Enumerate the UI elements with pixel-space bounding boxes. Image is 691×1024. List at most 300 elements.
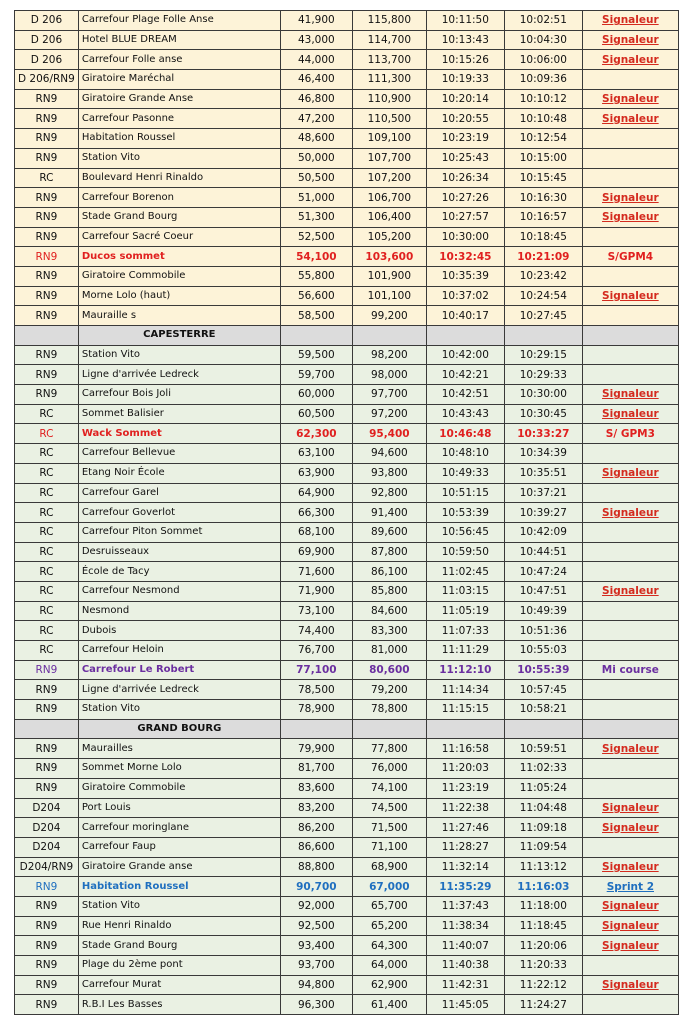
km-cell: 78,500 — [280, 680, 352, 700]
road-cell: RC — [15, 463, 79, 483]
location-cell: Mauraille s — [78, 306, 280, 326]
table-row — [15, 818, 679, 838]
km-cell: 56,600 — [280, 286, 352, 306]
km-cell: 43,000 — [280, 30, 352, 50]
time-fast-cell: 10:06:00 — [504, 50, 582, 70]
note-cell — [582, 896, 678, 916]
road-cell: D 206 — [15, 30, 79, 50]
road-cell: RC — [15, 601, 79, 621]
section-header-row — [15, 326, 679, 346]
km-cell: 50,000 — [280, 148, 352, 168]
time-fast-cell: 10:55:03 — [504, 641, 582, 661]
location-cell: Station Vito — [78, 700, 280, 720]
km-cell: 63,900 — [280, 463, 352, 483]
note-cell — [582, 306, 678, 326]
km-cell: 60,500 — [280, 404, 352, 424]
table-row — [15, 601, 679, 621]
note-cell — [582, 916, 678, 936]
note-label: Signaleur — [602, 34, 659, 47]
time-fast-cell: 10:16:30 — [504, 188, 582, 208]
note-label: Signaleur — [602, 742, 659, 755]
time-slow-cell: 10:51:15 — [426, 483, 504, 503]
note-cell — [582, 247, 678, 267]
note-cell — [582, 424, 678, 444]
time-fast-cell: 10:42:09 — [504, 522, 582, 542]
note-cell — [582, 50, 678, 70]
location-cell: Boulevard Henri Rinaldo — [78, 168, 280, 188]
road-cell: RN9 — [15, 778, 79, 798]
note-label: Signaleur — [602, 191, 659, 204]
note-cell — [582, 483, 678, 503]
remaining-km-cell: 80,600 — [352, 660, 426, 680]
road-cell: RC — [15, 503, 79, 523]
time-fast-cell: 10:16:57 — [504, 207, 582, 227]
note-cell — [582, 444, 678, 464]
km-cell: 92,000 — [280, 896, 352, 916]
location-cell: Stade Grand Bourg — [78, 207, 280, 227]
remaining-km-cell: 86,100 — [352, 562, 426, 582]
road-cell: RN9 — [15, 129, 79, 149]
time-slow-cell: 10:46:48 — [426, 424, 504, 444]
time-slow-cell: 11:45:05 — [426, 995, 504, 1015]
remaining-km-cell: 64,300 — [352, 936, 426, 956]
note-label: Signaleur — [602, 860, 659, 873]
road-cell: RC — [15, 641, 79, 661]
km-cell: 86,200 — [280, 818, 352, 838]
remaining-km-cell: 101,900 — [352, 266, 426, 286]
time-fast-cell: 10:15:00 — [504, 148, 582, 168]
table-row — [15, 385, 679, 405]
time-fast-cell: 11:05:24 — [504, 778, 582, 798]
note-cell — [582, 778, 678, 798]
time-fast-cell: 11:18:00 — [504, 896, 582, 916]
table-row — [15, 444, 679, 464]
road-cell: RN9 — [15, 916, 79, 936]
time-slow-cell: 10:35:39 — [426, 266, 504, 286]
road-cell: RN9 — [15, 995, 79, 1015]
location-cell: Dubois — [78, 621, 280, 641]
section-empty-cell — [15, 719, 79, 739]
road-cell: D 206/RN9 — [15, 70, 79, 90]
time-fast-cell: 11:20:06 — [504, 936, 582, 956]
km-cell: 93,400 — [280, 936, 352, 956]
road-cell: RN9 — [15, 109, 79, 129]
time-slow-cell: 11:32:14 — [426, 857, 504, 877]
km-cell: 83,600 — [280, 778, 352, 798]
time-slow-cell: 11:03:15 — [426, 581, 504, 601]
note-label: Signaleur — [602, 801, 659, 814]
table-row — [15, 207, 679, 227]
remaining-km-cell: 61,400 — [352, 995, 426, 1015]
time-fast-cell: 11:24:27 — [504, 995, 582, 1015]
remaining-km-cell: 101,100 — [352, 286, 426, 306]
road-cell: D204/RN9 — [15, 857, 79, 877]
note-cell — [582, 503, 678, 523]
time-fast-cell: 10:35:51 — [504, 463, 582, 483]
section-empty-cell — [426, 719, 504, 739]
km-cell: 92,500 — [280, 916, 352, 936]
remaining-km-cell: 98,000 — [352, 365, 426, 385]
time-fast-cell: 11:20:33 — [504, 956, 582, 976]
road-cell: RC — [15, 562, 79, 582]
location-cell: Nesmond — [78, 601, 280, 621]
table-row — [15, 503, 679, 523]
note-label: Signaleur — [602, 408, 659, 421]
location-cell: Wack Sommet — [78, 424, 280, 444]
note-cell — [582, 877, 678, 897]
location-cell: Carrefour Bellevue — [78, 444, 280, 464]
time-slow-cell: 11:38:34 — [426, 916, 504, 936]
time-slow-cell: 11:14:34 — [426, 680, 504, 700]
location-cell: Carrefour Murat — [78, 975, 280, 995]
table-row — [15, 975, 679, 995]
table-row — [15, 581, 679, 601]
road-cell: D204 — [15, 818, 79, 838]
road-cell: RC — [15, 483, 79, 503]
remaining-km-cell: 62,900 — [352, 975, 426, 995]
road-cell: RC — [15, 542, 79, 562]
time-slow-cell: 11:23:19 — [426, 778, 504, 798]
km-cell: 77,100 — [280, 660, 352, 680]
note-label: Mi course — [601, 664, 659, 677]
road-cell: RN9 — [15, 306, 79, 326]
location-cell: Morne Lolo (haut) — [78, 286, 280, 306]
time-fast-cell: 11:22:12 — [504, 975, 582, 995]
remaining-km-cell: 64,000 — [352, 956, 426, 976]
remaining-km-cell: 79,200 — [352, 680, 426, 700]
time-slow-cell: 11:16:58 — [426, 739, 504, 759]
time-slow-cell: 10:15:26 — [426, 50, 504, 70]
table-row — [15, 936, 679, 956]
table-row — [15, 483, 679, 503]
time-slow-cell: 11:07:33 — [426, 621, 504, 641]
road-cell: RN9 — [15, 286, 79, 306]
time-slow-cell: 10:53:39 — [426, 503, 504, 523]
km-cell: 76,700 — [280, 641, 352, 661]
remaining-km-cell: 74,100 — [352, 778, 426, 798]
time-slow-cell: 10:30:00 — [426, 227, 504, 247]
time-fast-cell: 11:16:03 — [504, 877, 582, 897]
time-fast-cell: 10:47:24 — [504, 562, 582, 582]
time-fast-cell: 10:44:51 — [504, 542, 582, 562]
table-row — [15, 306, 679, 326]
road-cell: RN9 — [15, 385, 79, 405]
note-cell — [582, 857, 678, 877]
time-fast-cell: 10:37:21 — [504, 483, 582, 503]
location-cell: Ligne d'arrivée Ledreck — [78, 680, 280, 700]
road-cell: RN9 — [15, 739, 79, 759]
table-row — [15, 70, 679, 90]
table-row — [15, 227, 679, 247]
km-cell: 86,600 — [280, 837, 352, 857]
section-empty-cell — [504, 719, 582, 739]
table-row — [15, 404, 679, 424]
road-cell: RN9 — [15, 345, 79, 365]
road-cell: RN9 — [15, 247, 79, 267]
remaining-km-cell: 71,100 — [352, 837, 426, 857]
location-cell: Station Vito — [78, 148, 280, 168]
km-cell: 60,000 — [280, 385, 352, 405]
time-fast-cell: 10:23:42 — [504, 266, 582, 286]
note-cell — [582, 207, 678, 227]
note-cell — [582, 30, 678, 50]
road-cell: RN9 — [15, 936, 79, 956]
road-cell: RN9 — [15, 877, 79, 897]
km-cell: 55,800 — [280, 266, 352, 286]
note-cell — [582, 286, 678, 306]
time-slow-cell: 11:35:29 — [426, 877, 504, 897]
time-fast-cell: 10:24:54 — [504, 286, 582, 306]
location-cell: Ligne d'arrivée Ledreck — [78, 365, 280, 385]
table-row — [15, 995, 679, 1015]
table-row — [15, 11, 679, 31]
remaining-km-cell: 98,200 — [352, 345, 426, 365]
km-cell: 41,900 — [280, 11, 352, 31]
remaining-km-cell: 89,600 — [352, 522, 426, 542]
remaining-km-cell: 110,500 — [352, 109, 426, 129]
location-cell: Carrefour Le Robert — [78, 660, 280, 680]
time-slow-cell: 10:42:21 — [426, 365, 504, 385]
road-cell: RC — [15, 444, 79, 464]
road-cell: RC — [15, 522, 79, 542]
time-slow-cell: 10:56:45 — [426, 522, 504, 542]
time-slow-cell: 11:42:31 — [426, 975, 504, 995]
location-cell: Habitation Roussel — [78, 129, 280, 149]
time-slow-cell: 11:12:10 — [426, 660, 504, 680]
remaining-km-cell: 97,700 — [352, 385, 426, 405]
note-cell — [582, 129, 678, 149]
remaining-km-cell: 94,600 — [352, 444, 426, 464]
note-cell — [582, 522, 678, 542]
table-row — [15, 30, 679, 50]
time-slow-cell: 10:20:14 — [426, 89, 504, 109]
remaining-km-cell: 84,600 — [352, 601, 426, 621]
note-label: Signaleur — [602, 467, 659, 480]
road-cell: RN9 — [15, 759, 79, 779]
remaining-km-cell: 111,300 — [352, 70, 426, 90]
remaining-km-cell: 83,300 — [352, 621, 426, 641]
remaining-km-cell: 74,500 — [352, 798, 426, 818]
location-cell: Station Vito — [78, 896, 280, 916]
note-cell — [582, 404, 678, 424]
table-row — [15, 837, 679, 857]
note-label: Signaleur — [602, 112, 659, 125]
time-fast-cell: 10:12:54 — [504, 129, 582, 149]
time-slow-cell: 10:19:33 — [426, 70, 504, 90]
km-cell: 51,000 — [280, 188, 352, 208]
road-cell: RN9 — [15, 700, 79, 720]
table-row — [15, 266, 679, 286]
location-cell: Sommet Morne Lolo — [78, 759, 280, 779]
time-slow-cell: 10:40:17 — [426, 306, 504, 326]
section-header-row — [15, 719, 679, 739]
location-cell: Carrefour Plage Folle Anse — [78, 11, 280, 31]
time-fast-cell: 10:29:33 — [504, 365, 582, 385]
note-cell — [582, 562, 678, 582]
table-row — [15, 739, 679, 759]
note-cell — [582, 188, 678, 208]
table-row — [15, 798, 679, 818]
km-cell: 83,200 — [280, 798, 352, 818]
road-cell: RC — [15, 168, 79, 188]
time-slow-cell: 11:22:38 — [426, 798, 504, 818]
table-row — [15, 286, 679, 306]
time-slow-cell: 10:20:55 — [426, 109, 504, 129]
time-fast-cell: 10:10:12 — [504, 89, 582, 109]
time-fast-cell: 10:51:36 — [504, 621, 582, 641]
km-cell: 46,400 — [280, 70, 352, 90]
km-cell: 90,700 — [280, 877, 352, 897]
km-cell: 59,700 — [280, 365, 352, 385]
time-slow-cell: 10:48:10 — [426, 444, 504, 464]
location-cell: Carrefour Piton Sommet — [78, 522, 280, 542]
time-fast-cell: 10:27:45 — [504, 306, 582, 326]
location-cell: Giratoire Maréchal — [78, 70, 280, 90]
km-cell: 62,300 — [280, 424, 352, 444]
note-cell — [582, 365, 678, 385]
remaining-km-cell: 76,000 — [352, 759, 426, 779]
table-row — [15, 188, 679, 208]
location-cell: Ducos sommet — [78, 247, 280, 267]
table-row — [15, 877, 679, 897]
remaining-km-cell: 97,200 — [352, 404, 426, 424]
km-cell: 52,500 — [280, 227, 352, 247]
time-slow-cell: 10:27:26 — [426, 188, 504, 208]
time-fast-cell: 10:33:27 — [504, 424, 582, 444]
note-label: Signaleur — [602, 919, 659, 932]
table-row — [15, 129, 679, 149]
note-cell — [582, 759, 678, 779]
table-row — [15, 345, 679, 365]
time-slow-cell: 11:28:27 — [426, 837, 504, 857]
section-empty-cell — [15, 326, 79, 346]
km-cell: 48,600 — [280, 129, 352, 149]
location-cell: Maurailles — [78, 739, 280, 759]
km-cell: 81,700 — [280, 759, 352, 779]
location-cell: Hotel BLUE DREAM — [78, 30, 280, 50]
note-label: Signaleur — [602, 939, 659, 952]
remaining-km-cell: 93,800 — [352, 463, 426, 483]
time-slow-cell: 11:27:46 — [426, 818, 504, 838]
section-empty-cell — [280, 326, 352, 346]
remaining-km-cell: 71,500 — [352, 818, 426, 838]
location-cell: Giratoire Grande anse — [78, 857, 280, 877]
time-slow-cell: 11:11:29 — [426, 641, 504, 661]
road-cell: RN9 — [15, 266, 79, 286]
remaining-km-cell: 114,700 — [352, 30, 426, 50]
location-cell: Rue Henri Rinaldo — [78, 916, 280, 936]
time-slow-cell: 10:11:50 — [426, 11, 504, 31]
road-cell: D204 — [15, 837, 79, 857]
table-row — [15, 109, 679, 129]
road-cell: RN9 — [15, 148, 79, 168]
note-cell — [582, 227, 678, 247]
time-slow-cell: 11:37:43 — [426, 896, 504, 916]
time-slow-cell: 10:42:00 — [426, 345, 504, 365]
note-cell — [582, 621, 678, 641]
table-row — [15, 247, 679, 267]
note-cell — [582, 385, 678, 405]
note-cell — [582, 660, 678, 680]
remaining-km-cell: 67,000 — [352, 877, 426, 897]
time-fast-cell: 10:02:51 — [504, 11, 582, 31]
table-row — [15, 916, 679, 936]
location-cell: Carrefour Garel — [78, 483, 280, 503]
time-slow-cell: 11:05:19 — [426, 601, 504, 621]
location-cell: Habitation Roussel — [78, 877, 280, 897]
note-label: Signaleur — [602, 53, 659, 66]
note-cell — [582, 148, 678, 168]
note-cell — [582, 89, 678, 109]
location-cell: Sommet Balisier — [78, 404, 280, 424]
note-cell — [582, 818, 678, 838]
table-row — [15, 50, 679, 70]
time-fast-cell: 10:18:45 — [504, 227, 582, 247]
note-label: Signaleur — [602, 14, 659, 27]
road-cell: RN9 — [15, 89, 79, 109]
table-row — [15, 365, 679, 385]
time-fast-cell: 10:39:27 — [504, 503, 582, 523]
time-slow-cell: 10:23:19 — [426, 129, 504, 149]
note-cell — [582, 936, 678, 956]
time-fast-cell: 11:02:33 — [504, 759, 582, 779]
remaining-km-cell: 87,800 — [352, 542, 426, 562]
km-cell: 68,100 — [280, 522, 352, 542]
note-cell — [582, 11, 678, 31]
note-label: Signaleur — [602, 979, 659, 992]
note-cell — [582, 680, 678, 700]
time-slow-cell: 10:49:33 — [426, 463, 504, 483]
location-cell: Carrefour Faup — [78, 837, 280, 857]
time-slow-cell: 11:15:15 — [426, 700, 504, 720]
note-cell — [582, 739, 678, 759]
time-fast-cell: 11:04:48 — [504, 798, 582, 818]
time-slow-cell: 10:26:34 — [426, 168, 504, 188]
note-cell — [582, 837, 678, 857]
km-cell: 93,700 — [280, 956, 352, 976]
note-cell — [582, 109, 678, 129]
remaining-km-cell: 109,100 — [352, 129, 426, 149]
time-slow-cell: 11:20:03 — [426, 759, 504, 779]
location-cell: Giratoire Commobile — [78, 266, 280, 286]
time-slow-cell: 11:40:07 — [426, 936, 504, 956]
road-cell: RN9 — [15, 680, 79, 700]
time-fast-cell: 10:09:36 — [504, 70, 582, 90]
km-cell: 51,300 — [280, 207, 352, 227]
time-fast-cell: 10:59:51 — [504, 739, 582, 759]
remaining-km-cell: 99,200 — [352, 306, 426, 326]
time-fast-cell: 10:04:30 — [504, 30, 582, 50]
time-slow-cell: 11:02:45 — [426, 562, 504, 582]
remaining-km-cell: 95,400 — [352, 424, 426, 444]
note-label: Sprint 2 — [606, 880, 654, 893]
road-cell: RN9 — [15, 188, 79, 208]
road-cell: RC — [15, 424, 79, 444]
time-fast-cell: 10:30:00 — [504, 385, 582, 405]
remaining-km-cell: 115,800 — [352, 11, 426, 31]
time-fast-cell: 11:13:12 — [504, 857, 582, 877]
km-cell: 79,900 — [280, 739, 352, 759]
location-cell: Desruisseaux — [78, 542, 280, 562]
road-cell: D204 — [15, 798, 79, 818]
remaining-km-cell: 91,400 — [352, 503, 426, 523]
note-label: Signaleur — [602, 506, 659, 519]
note-cell — [582, 168, 678, 188]
km-cell: 88,800 — [280, 857, 352, 877]
road-cell: RC — [15, 621, 79, 641]
km-cell: 73,100 — [280, 601, 352, 621]
note-label: Signaleur — [602, 211, 659, 224]
